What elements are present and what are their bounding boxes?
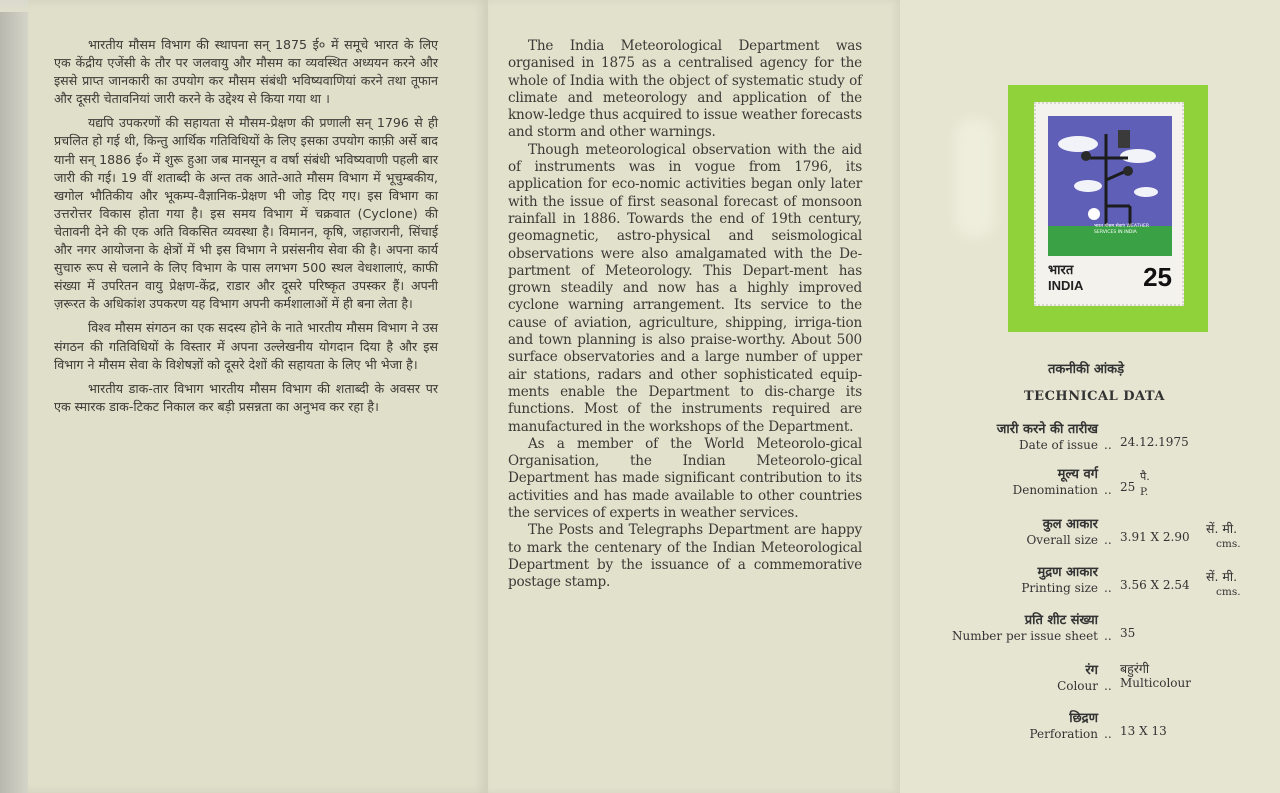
- row-label-english: Printing size: [1021, 581, 1098, 595]
- hindi-text: [54, 36, 438, 422]
- row-label-hindi: जारी करने की तारीख: [996, 422, 1098, 437]
- row-label-hindi: रंग: [1085, 663, 1098, 678]
- row-label-hindi: छिद्रण: [1069, 711, 1098, 726]
- english-paragraph: The India Meteorological Department was organised in 1875 as a centralised agency for the whole of India with the object of systematic study of climate and meteorology and application of the know-ledge thus acquired to issue weather forecasts and storm and other warnings.: [508, 38, 862, 141]
- row-value: 13 X 13: [1120, 724, 1167, 738]
- row-label-english: Perforation: [1029, 727, 1098, 741]
- leader-dots: ..: [1104, 533, 1112, 547]
- row-label-english: Colour: [1057, 679, 1098, 693]
- stamp-country-hindi: भारत: [1048, 263, 1074, 278]
- leader-dots: ..: [1104, 483, 1112, 497]
- stamp-caption: भारत मौसम सेवाएं WEATHER SERVICES IN INDIA: [1094, 224, 1150, 235]
- tech-row-overall-size: [920, 514, 1270, 560]
- leader-dots: ..: [1104, 727, 1112, 741]
- row-label-english: Denomination: [1012, 483, 1098, 497]
- english-text: [508, 38, 862, 592]
- row-unit-english: cms.: [1216, 538, 1241, 550]
- row-unit-hindi: सें. मी.: [1206, 569, 1238, 584]
- leader-dots: ..: [1104, 629, 1112, 643]
- hindi-paragraph: भारतीय मौसम विभाग की स्थापना सन् 1875 ई० में समूचे भारत के लिए एक केंद्रीय एजेंसी के तौर पर जलवायु और मौसम का व्यवस्थित अध्ययन करने और इससे प्राप्त जानकारी का उपयोग कर मौसम संबंधी भविष्यवाणियां करने तथा तूफान और दूसरी चेतावनियां जारी करने के उद्देश्य से किया गया था ।: [54, 37, 438, 107]
- postage-stamp: [1034, 102, 1184, 306]
- row-value: 24.12.1975: [1120, 435, 1189, 449]
- technical-title-english: TECHNICAL DATA: [1024, 389, 1165, 404]
- page-edge: [0, 0, 28, 793]
- english-paragraph: As a member of the World Meteorolo-gical Organisation, the Indian Meteorolo-gical Department has made significant contribution to its activities and has made available to other countries the services of experts in weather services.: [508, 435, 862, 522]
- stamp-denomination: 25: [1143, 262, 1172, 292]
- row-label-english: Number per issue sheet: [952, 629, 1098, 643]
- stamp-country-english: INDIA: [1048, 278, 1084, 293]
- leader-dots: ..: [1104, 679, 1112, 693]
- row-unit-hindi: पै.: [1140, 470, 1150, 483]
- row-value-hindi: बहुरंगी: [1120, 661, 1150, 676]
- row-value: 35: [1120, 626, 1136, 640]
- row-label-hindi: प्रति शीट संख्या: [1024, 613, 1098, 628]
- row-unit-english: cms.: [1216, 586, 1241, 598]
- leader-dots: ..: [1104, 438, 1112, 452]
- row-value: 3.91 X 2.90: [1120, 530, 1190, 544]
- row-label-english: Date of issue: [1019, 438, 1098, 452]
- light-glare: [955, 118, 995, 238]
- english-paragraph: The Posts and Telegraphs Department are happy to mark the centenary of the Indian Meteorological Department by the issuance of a commemorative postage stamp.: [508, 522, 862, 591]
- hindi-paragraph: भारतीय डाक-तार विभाग भारतीय मौसम विभाग की शताब्दी के अवसर पर एक स्मारक डाक-टिकट निकाल कर बड़ी प्रसन्नता का अनुभव कर रहा है।: [54, 380, 438, 414]
- tech-row-printing-size: [920, 562, 1270, 608]
- tech-row-denomination: [920, 464, 1270, 510]
- row-unit-english: P.: [1140, 486, 1149, 498]
- row-unit-hindi: सें. मी.: [1206, 521, 1238, 536]
- hindi-paragraph: विश्व मौसम संगठन का एक सदस्य होने के नाते भारतीय मौसम विभाग ने उस संगठन की गतिविधियों के विस्तार में अपना उल्लेखनीय योगदान दिया है और इस विभाग ने मौसम सेवा के विशेषज्ञों को दूसरे देशों की सहायता के लिए भी भेजा है।: [54, 320, 438, 372]
- row-label-hindi: मूल्य वर्ग: [1057, 467, 1098, 482]
- row-value: 25: [1120, 480, 1136, 494]
- row-value-english: Multicolour: [1120, 676, 1191, 690]
- row-label-hindi: मुद्रण आकार: [1037, 565, 1098, 580]
- leader-dots: ..: [1104, 581, 1112, 595]
- hindi-paragraph: यद्यपि उपकरणों की सहायता से मौसम-प्रेक्षण की प्रणाली सन् 1796 से ही प्रचलित हो गई थी, किन्तु आर्थिक गतिविधियों के लिए इसका उपयोग काफ़ी अर्से बाद यानी सन् 1886 ई० में शुरू हुआ जब मानसून व वर्षा संबंधी भविष्यवाणी पहली बार जारी की गई। 19 वीं शताब्दी के अन्त तक आते-आते मौसम विभाग में भूचुम्बकीय, खगोल भौतिकीय और भूकम्प-वैज्ञानिक-प्रेक्षण भी जोड़ दिए गए। इस विभाग का उत्तरोत्तर विकास होता गया है। इस समय विभाग में चक्रवात (Cyclone) की चेतावनी देने की एक अति विकसित व्यवस्था है। विमानन, कृषि, जहाजरानी, सिंचाई और नगर आयोजना के क्षेत्रों में भी इस विभाग ने प्रसंसनीय सेवा की है। अपना कार्य सुचारु रूप से चलाने के लिए विभाग के पास लगभग 500 स्थल वेधशालाएं, काफी संख्या में उपरितन वायु प्रेक्षण-केंद्र, राडार और दूसरे परिष्कृत उपस्कर हैं। अपनी ज़रूरत के अधिकांश उपकरण यह विभाग अपनी कर्मशालाओं में ही बना लेता है।: [54, 115, 438, 312]
- technical-title-hindi: तकनीकी आंकड़े: [1048, 362, 1125, 377]
- row-label-hindi: कुल आकार: [1042, 517, 1098, 532]
- english-paragraph: Though meteorological observation with the aid of instruments was in vogue from 1796, its application for eco-nomic activities began only later with the issue of first seasonal forecast of monsoon rainfall in 1886. Towards the end of 19th century, geomagnetic, astro-physical and seismological observations were also amalgamated with the De-partment of Meteorology. This Depart-ment has grown steadily and now has a highly improved cyclone warning arrangement. Its service to the cause of aviation, agriculture, shipping, irriga-tion and town planning is also praise-worthy. About 500 surface observatories and a large number of upper air stations, radars and other sophisticated equip-ments enable the Department to dis-charge its functions. Most of the instruments required are manufactured in the workshops of the Department.: [508, 141, 862, 435]
- tech-row-colour: [920, 660, 1270, 706]
- tech-row-number-per-sheet: [920, 610, 1270, 656]
- tech-row-date: [920, 419, 1270, 465]
- tech-row-perforation: [920, 708, 1270, 754]
- row-value: 3.56 X 2.54: [1120, 578, 1190, 592]
- row-label-english: Overall size: [1026, 533, 1098, 547]
